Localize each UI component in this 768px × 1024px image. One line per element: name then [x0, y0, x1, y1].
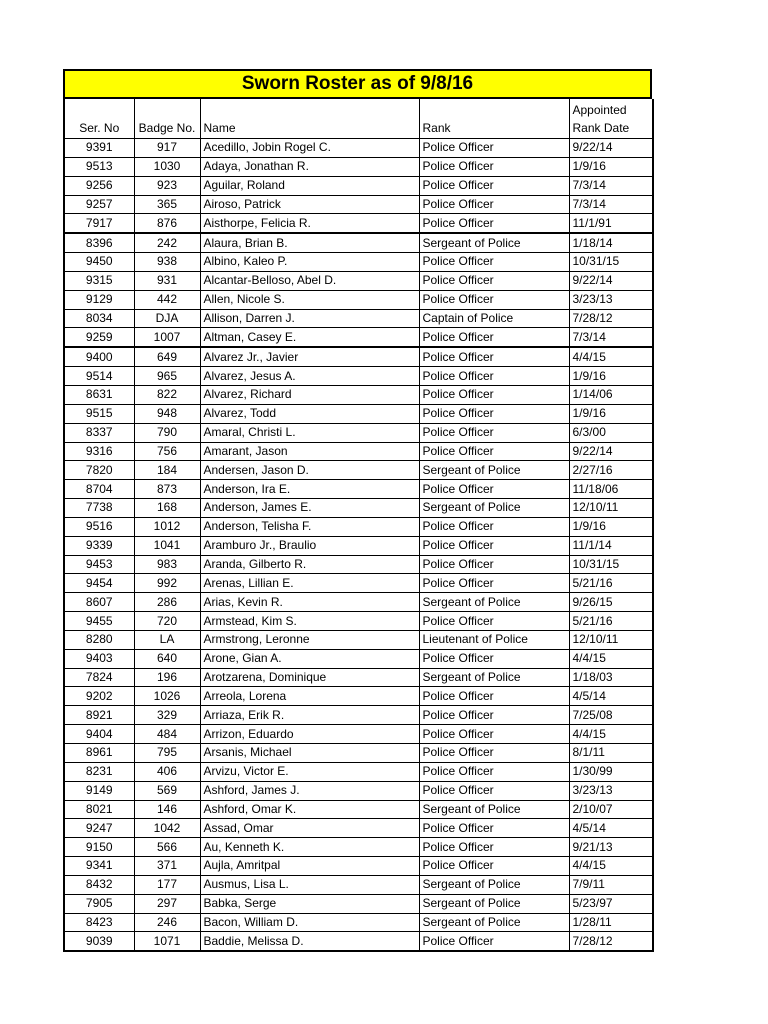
- cell-badge-no: 365: [134, 195, 200, 214]
- cell-badge-no: 822: [134, 385, 200, 404]
- cell-rank: Sergeant of Police: [419, 875, 569, 894]
- cell-rank-date: 1/9/16: [569, 404, 653, 423]
- cell-name: Alvarez, Richard: [200, 385, 419, 404]
- cell-ser-no: 8607: [64, 593, 134, 612]
- table-row: [64, 423, 653, 442]
- cell-name: Arone, Gian A.: [200, 649, 419, 668]
- header-badge-no: Badge No.: [134, 99, 200, 139]
- cell-rank-date: 9/22/14: [569, 139, 653, 158]
- cell-ser-no: 8961: [64, 744, 134, 763]
- cell-ser-no: 8280: [64, 630, 134, 649]
- cell-rank: Sergeant of Police: [419, 668, 569, 687]
- cell-name: Arotzarena, Dominique: [200, 668, 419, 687]
- table-row: [64, 819, 653, 838]
- cell-ser-no: 9391: [64, 139, 134, 158]
- cell-badge-no: 566: [134, 838, 200, 857]
- cell-badge-no: 948: [134, 404, 200, 423]
- cell-rank-date: 11/18/06: [569, 480, 653, 499]
- table-row: [64, 612, 653, 631]
- table-row: [64, 555, 653, 574]
- cell-rank-date: 12/10/11: [569, 499, 653, 518]
- cell-badge-no: 569: [134, 781, 200, 800]
- table-row: [64, 913, 653, 932]
- cell-badge-no: 168: [134, 499, 200, 518]
- cell-rank: Sergeant of Police: [419, 461, 569, 480]
- cell-rank: Police Officer: [419, 176, 569, 195]
- cell-rank-date: 4/4/15: [569, 857, 653, 876]
- cell-badge-no: 790: [134, 423, 200, 442]
- cell-badge-no: 917: [134, 139, 200, 158]
- cell-rank: Sergeant of Police: [419, 913, 569, 932]
- cell-rank: Sergeant of Police: [419, 499, 569, 518]
- cell-name: Alaura, Brian B.: [200, 233, 419, 252]
- table-row: [64, 195, 653, 214]
- cell-badge-no: 297: [134, 894, 200, 913]
- cell-ser-no: 8034: [64, 309, 134, 328]
- cell-badge-no: 931: [134, 271, 200, 290]
- header-rank-date-line: Rank Date: [572, 121, 630, 135]
- table-row: [64, 875, 653, 894]
- cell-ser-no: 9339: [64, 536, 134, 555]
- table-row: [64, 536, 653, 555]
- cell-rank: Police Officer: [419, 367, 569, 386]
- cell-name: Anderson, Ira E.: [200, 480, 419, 499]
- cell-rank: Sergeant of Police: [419, 593, 569, 612]
- table-row: [64, 233, 653, 252]
- table-row: [64, 744, 653, 763]
- cell-ser-no: 9400: [64, 347, 134, 366]
- cell-ser-no: 9404: [64, 725, 134, 744]
- header-rank: Rank: [419, 99, 569, 139]
- cell-ser-no: 8631: [64, 385, 134, 404]
- cell-name: Armstead, Kim S.: [200, 612, 419, 631]
- cell-badge-no: 484: [134, 725, 200, 744]
- cell-rank-date: 9/22/14: [569, 442, 653, 461]
- cell-name: Arvizu, Victor E.: [200, 762, 419, 781]
- cell-badge-no: 286: [134, 593, 200, 612]
- cell-rank-date: 4/4/15: [569, 649, 653, 668]
- cell-badge-no: 1041: [134, 536, 200, 555]
- cell-rank: Police Officer: [419, 442, 569, 461]
- cell-badge-no: 1030: [134, 157, 200, 176]
- cell-rank: Police Officer: [419, 555, 569, 574]
- cell-rank-date: 7/3/14: [569, 176, 653, 195]
- cell-ser-no: 9450: [64, 253, 134, 272]
- cell-ser-no: 9455: [64, 612, 134, 631]
- cell-name: Alvarez Jr., Javier: [200, 347, 419, 366]
- cell-rank-date: 9/21/13: [569, 838, 653, 857]
- table-row: [64, 630, 653, 649]
- table-row: [64, 593, 653, 612]
- cell-name: Assad, Omar: [200, 819, 419, 838]
- table-row: [64, 668, 653, 687]
- table-row: [64, 404, 653, 423]
- cell-rank: Police Officer: [419, 423, 569, 442]
- cell-rank-date: 2/10/07: [569, 800, 653, 819]
- cell-ser-no: 9341: [64, 857, 134, 876]
- cell-rank: Police Officer: [419, 347, 569, 366]
- cell-rank: Police Officer: [419, 762, 569, 781]
- cell-badge-no: 146: [134, 800, 200, 819]
- cell-ser-no: 9039: [64, 932, 134, 951]
- cell-name: Ausmus, Lisa L.: [200, 875, 419, 894]
- cell-rank: Police Officer: [419, 290, 569, 309]
- cell-ser-no: 9514: [64, 367, 134, 386]
- table-row: [64, 385, 653, 404]
- cell-rank-date: 7/25/08: [569, 706, 653, 725]
- cell-name: Alcantar-Belloso, Abel D.: [200, 271, 419, 290]
- cell-rank: Police Officer: [419, 612, 569, 631]
- cell-ser-no: 9316: [64, 442, 134, 461]
- cell-rank: Police Officer: [419, 271, 569, 290]
- cell-name: Aguilar, Roland: [200, 176, 419, 195]
- cell-rank: Sergeant of Police: [419, 233, 569, 252]
- table-row: [64, 309, 653, 328]
- cell-name: Alvarez, Jesus A.: [200, 367, 419, 386]
- cell-ser-no: 8921: [64, 706, 134, 725]
- cell-rank: Police Officer: [419, 574, 569, 593]
- table-row: [64, 157, 653, 176]
- cell-ser-no: 9259: [64, 328, 134, 347]
- cell-rank: Police Officer: [419, 385, 569, 404]
- cell-name: Arrizon, Eduardo: [200, 725, 419, 744]
- table-row: [64, 574, 653, 593]
- cell-name: Allison, Darren J.: [200, 309, 419, 328]
- cell-rank: Police Officer: [419, 214, 569, 233]
- table-row: [64, 253, 653, 272]
- cell-ser-no: 9513: [64, 157, 134, 176]
- cell-rank-date: 7/28/12: [569, 309, 653, 328]
- cell-ser-no: 9403: [64, 649, 134, 668]
- roster-table: [63, 99, 654, 952]
- cell-badge-no: DJA: [134, 309, 200, 328]
- table-row: [64, 290, 653, 309]
- cell-rank: Police Officer: [419, 781, 569, 800]
- cell-badge-no: 242: [134, 233, 200, 252]
- cell-name: Amarant, Jason: [200, 442, 419, 461]
- cell-ser-no: 8337: [64, 423, 134, 442]
- cell-badge-no: 1026: [134, 687, 200, 706]
- table-row: [64, 894, 653, 913]
- cell-ser-no: 9247: [64, 819, 134, 838]
- cell-ser-no: 8231: [64, 762, 134, 781]
- cell-badge-no: 923: [134, 176, 200, 195]
- table-row: [64, 781, 653, 800]
- cell-name: Baddie, Melissa D.: [200, 932, 419, 951]
- table-row: [64, 461, 653, 480]
- cell-ser-no: 9149: [64, 781, 134, 800]
- cell-name: Bacon, William D.: [200, 913, 419, 932]
- cell-ser-no: 9515: [64, 404, 134, 423]
- cell-rank-date: 6/3/00: [569, 423, 653, 442]
- cell-rank-date: 9/22/14: [569, 271, 653, 290]
- cell-ser-no: 9454: [64, 574, 134, 593]
- cell-badge-no: 965: [134, 367, 200, 386]
- cell-ser-no: 7820: [64, 461, 134, 480]
- cell-rank: Sergeant of Police: [419, 800, 569, 819]
- cell-rank: Police Officer: [419, 649, 569, 668]
- cell-name: Babka, Serge: [200, 894, 419, 913]
- cell-name: Anderson, James E.: [200, 499, 419, 518]
- cell-rank-date: 11/1/91: [569, 214, 653, 233]
- cell-ser-no: 7824: [64, 668, 134, 687]
- cell-rank-date: 1/9/16: [569, 517, 653, 536]
- cell-rank-date: 5/21/16: [569, 612, 653, 631]
- cell-name: Arias, Kevin R.: [200, 593, 419, 612]
- cell-badge-no: LA: [134, 630, 200, 649]
- cell-rank-date: 12/10/11: [569, 630, 653, 649]
- table-row: [64, 762, 653, 781]
- cell-rank-date: 10/31/15: [569, 555, 653, 574]
- cell-rank: Police Officer: [419, 328, 569, 347]
- table-row: [64, 480, 653, 499]
- cell-ser-no: 8021: [64, 800, 134, 819]
- cell-badge-no: 873: [134, 480, 200, 499]
- cell-rank-date: 7/3/14: [569, 328, 653, 347]
- cell-badge-no: 1042: [134, 819, 200, 838]
- header-row: [64, 99, 653, 139]
- cell-name: Amaral, Christi L.: [200, 423, 419, 442]
- table-row: [64, 271, 653, 290]
- cell-ser-no: 7917: [64, 214, 134, 233]
- cell-name: Anderson, Telisha F.: [200, 517, 419, 536]
- cell-rank-date: 4/5/14: [569, 687, 653, 706]
- cell-rank-date: 1/18/14: [569, 233, 653, 252]
- cell-name: Andersen, Jason D.: [200, 461, 419, 480]
- cell-rank-date: 5/21/16: [569, 574, 653, 593]
- cell-badge-no: 196: [134, 668, 200, 687]
- cell-badge-no: 442: [134, 290, 200, 309]
- cell-badge-no: 1071: [134, 932, 200, 951]
- cell-ser-no: 7738: [64, 499, 134, 518]
- cell-name: Acedillo, Jobin Rogel C.: [200, 139, 419, 158]
- cell-rank-date: 9/26/15: [569, 593, 653, 612]
- cell-ser-no: 9516: [64, 517, 134, 536]
- cell-ser-no: 8704: [64, 480, 134, 499]
- cell-name: Aujla, Amritpal: [200, 857, 419, 876]
- cell-name: Airoso, Patrick: [200, 195, 419, 214]
- cell-name: Aramburo Jr., Braulio: [200, 536, 419, 555]
- cell-rank-date: 2/27/16: [569, 461, 653, 480]
- header-appointed-rank-date: [569, 99, 653, 139]
- cell-rank-date: 1/30/99: [569, 762, 653, 781]
- table-row: [64, 442, 653, 461]
- cell-ser-no: 9256: [64, 176, 134, 195]
- cell-rank: Police Officer: [419, 857, 569, 876]
- cell-badge-no: 756: [134, 442, 200, 461]
- cell-rank: Police Officer: [419, 838, 569, 857]
- cell-name: Ashford, James J.: [200, 781, 419, 800]
- cell-name: Alvarez, Todd: [200, 404, 419, 423]
- cell-badge-no: 371: [134, 857, 200, 876]
- cell-name: Arreola, Lorena: [200, 687, 419, 706]
- cell-badge-no: 329: [134, 706, 200, 725]
- cell-rank-date: 4/4/15: [569, 347, 653, 366]
- cell-ser-no: 9315: [64, 271, 134, 290]
- cell-rank-date: 8/1/11: [569, 744, 653, 763]
- cell-rank-date: 7/3/14: [569, 195, 653, 214]
- cell-badge-no: 795: [134, 744, 200, 763]
- cell-rank-date: 1/9/16: [569, 157, 653, 176]
- table-row: [64, 706, 653, 725]
- cell-rank-date: 7/9/11: [569, 875, 653, 894]
- cell-rank: Sergeant of Police: [419, 894, 569, 913]
- cell-badge-no: 406: [134, 762, 200, 781]
- cell-rank: Police Officer: [419, 744, 569, 763]
- cell-rank: Police Officer: [419, 536, 569, 555]
- cell-badge-no: 983: [134, 555, 200, 574]
- cell-rank: Police Officer: [419, 157, 569, 176]
- header-name: Name: [200, 99, 419, 139]
- cell-rank-date: 4/4/15: [569, 725, 653, 744]
- cell-badge-no: 177: [134, 875, 200, 894]
- cell-name: Ashford, Omar K.: [200, 800, 419, 819]
- cell-rank: Police Officer: [419, 139, 569, 158]
- cell-rank-date: 3/23/13: [569, 290, 653, 309]
- cell-rank-date: 3/23/13: [569, 781, 653, 800]
- cell-name: Au, Kenneth K.: [200, 838, 419, 857]
- roster-title: Sworn Roster as of 9/8/16: [63, 69, 652, 99]
- cell-rank: Police Officer: [419, 687, 569, 706]
- header-appointed-line: Appointed: [572, 103, 627, 117]
- table-row: [64, 725, 653, 744]
- cell-name: Arenas, Lillian E.: [200, 574, 419, 593]
- cell-rank-date: 4/5/14: [569, 819, 653, 838]
- roster-body: [64, 139, 653, 952]
- cell-name: Aranda, Gilberto R.: [200, 555, 419, 574]
- table-row: [64, 499, 653, 518]
- table-row: [64, 214, 653, 233]
- cell-rank: Police Officer: [419, 404, 569, 423]
- cell-name: Arsanis, Michael: [200, 744, 419, 763]
- cell-ser-no: 9202: [64, 687, 134, 706]
- cell-badge-no: 184: [134, 461, 200, 480]
- cell-name: Armstrong, Leronne: [200, 630, 419, 649]
- table-row: [64, 176, 653, 195]
- cell-ser-no: 7905: [64, 894, 134, 913]
- cell-name: Aisthorpe, Felicia R.: [200, 214, 419, 233]
- cell-rank: Police Officer: [419, 253, 569, 272]
- table-row: [64, 687, 653, 706]
- cell-name: Albino, Kaleo P.: [200, 253, 419, 272]
- cell-ser-no: 9453: [64, 555, 134, 574]
- table-row: [64, 367, 653, 386]
- cell-rank: Police Officer: [419, 706, 569, 725]
- table-row: [64, 347, 653, 366]
- cell-name: Altman, Casey E.: [200, 328, 419, 347]
- cell-badge-no: 992: [134, 574, 200, 593]
- cell-ser-no: 8432: [64, 875, 134, 894]
- cell-rank-date: 7/28/12: [569, 932, 653, 951]
- table-row: [64, 932, 653, 951]
- cell-rank: Captain of Police: [419, 309, 569, 328]
- cell-badge-no: 938: [134, 253, 200, 272]
- cell-badge-no: 720: [134, 612, 200, 631]
- cell-rank-date: 1/18/03: [569, 668, 653, 687]
- cell-badge-no: 1012: [134, 517, 200, 536]
- cell-badge-no: 649: [134, 347, 200, 366]
- cell-rank-date: 1/28/11: [569, 913, 653, 932]
- cell-rank-date: 1/9/16: [569, 367, 653, 386]
- cell-name: Arriaza, Erik R.: [200, 706, 419, 725]
- table-row: [64, 139, 653, 158]
- cell-rank-date: 1/14/06: [569, 385, 653, 404]
- table-row: [64, 857, 653, 876]
- cell-rank: Police Officer: [419, 932, 569, 951]
- table-row: [64, 649, 653, 668]
- cell-rank: Police Officer: [419, 480, 569, 499]
- table-row: [64, 328, 653, 347]
- cell-badge-no: 640: [134, 649, 200, 668]
- table-row: [64, 838, 653, 857]
- cell-badge-no: 876: [134, 214, 200, 233]
- cell-ser-no: 9257: [64, 195, 134, 214]
- cell-rank-date: 10/31/15: [569, 253, 653, 272]
- cell-ser-no: 9150: [64, 838, 134, 857]
- cell-rank: Police Officer: [419, 725, 569, 744]
- cell-badge-no: 1007: [134, 328, 200, 347]
- cell-ser-no: 9129: [64, 290, 134, 309]
- cell-rank: Police Officer: [419, 819, 569, 838]
- table-row: [64, 800, 653, 819]
- cell-badge-no: 246: [134, 913, 200, 932]
- cell-rank-date: 5/23/97: [569, 894, 653, 913]
- cell-rank: Police Officer: [419, 517, 569, 536]
- cell-ser-no: 8396: [64, 233, 134, 252]
- cell-name: Adaya, Jonathan R.: [200, 157, 419, 176]
- cell-rank: Lieutenant of Police: [419, 630, 569, 649]
- cell-name: Allen, Nicole S.: [200, 290, 419, 309]
- header-ser-no: Ser. No: [64, 99, 134, 139]
- cell-rank: Police Officer: [419, 195, 569, 214]
- cell-ser-no: 8423: [64, 913, 134, 932]
- table-row: [64, 517, 653, 536]
- roster-sheet: [63, 69, 652, 952]
- cell-rank-date: 11/1/14: [569, 536, 653, 555]
